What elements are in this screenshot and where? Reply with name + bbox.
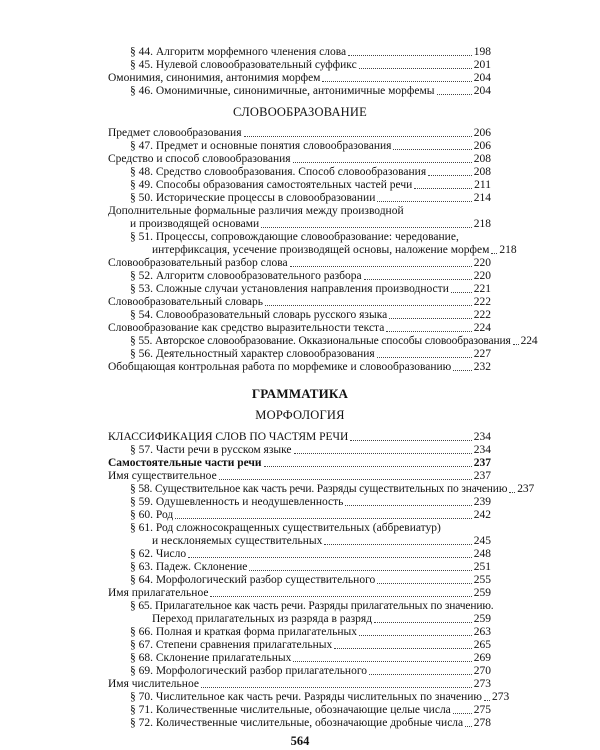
toc-entry-title: § 52. Алгоритм словообразовательного разбора bbox=[130, 270, 362, 282]
toc-line bbox=[0, 496, 600, 509]
toc-entry bbox=[152, 613, 491, 626]
toc-entry bbox=[108, 257, 491, 270]
toc-entry bbox=[130, 561, 491, 574]
toc-entry bbox=[130, 652, 491, 665]
dot-leader bbox=[437, 92, 472, 95]
toc-line bbox=[0, 231, 600, 244]
toc-entry bbox=[130, 218, 491, 231]
toc-entry-title: интерфиксация, усечение производящей основы, наложение морфем bbox=[152, 244, 490, 256]
toc-entry-title: § 69. Морфологический разбор прилагательного bbox=[130, 665, 368, 677]
dot-leader bbox=[345, 503, 471, 506]
toc-page-number: 265 bbox=[473, 639, 491, 651]
toc-entry bbox=[130, 548, 491, 561]
dot-leader bbox=[484, 698, 490, 701]
dot-leader bbox=[428, 173, 472, 176]
dot-leader bbox=[244, 134, 472, 137]
toc-entry-title: § 60. Род bbox=[130, 509, 174, 521]
dot-leader bbox=[350, 438, 471, 441]
toc-page-number: 278 bbox=[473, 717, 491, 729]
toc-entry-title: § 55. Авторское словообразование. Окказиональные способы словообразования bbox=[130, 335, 511, 347]
toc-entry bbox=[130, 283, 491, 296]
toc-entry bbox=[130, 192, 491, 205]
toc-line bbox=[0, 457, 600, 470]
toc-entry bbox=[108, 127, 491, 140]
toc-line bbox=[0, 509, 600, 522]
dot-leader bbox=[453, 711, 472, 714]
toc-entry bbox=[130, 691, 510, 704]
dot-leader bbox=[249, 568, 471, 571]
toc-page-number: 218 bbox=[473, 218, 491, 230]
toc-entry bbox=[130, 639, 491, 652]
toc-line bbox=[0, 348, 600, 361]
toc-page-number: 211 bbox=[474, 179, 491, 191]
toc-line bbox=[0, 483, 600, 496]
toc-line bbox=[0, 535, 600, 548]
toc-line bbox=[0, 691, 600, 704]
toc-page-number: 237 bbox=[473, 470, 491, 482]
toc-entry bbox=[130, 509, 491, 522]
dot-leader bbox=[175, 516, 471, 519]
toc-entry bbox=[108, 457, 491, 470]
toc-line bbox=[0, 574, 600, 587]
toc-entry bbox=[108, 322, 491, 335]
toc-entry-title: Словообразование как средство выразительности текста bbox=[108, 322, 385, 334]
dot-leader bbox=[513, 342, 519, 345]
toc-line bbox=[0, 652, 600, 665]
toc-page-number: 206 bbox=[473, 127, 491, 139]
toc-entry-title: § 49. Способы образования самостоятельных частей речи bbox=[130, 179, 413, 191]
toc-entry-title: § 53. Сложные случаи установления направления производности bbox=[130, 283, 449, 295]
toc-entry bbox=[130, 140, 491, 153]
toc-page-number: 208 bbox=[473, 166, 491, 178]
dot-leader bbox=[359, 66, 472, 69]
toc-entry-title: § 56. Деятельностный характер словообразования bbox=[130, 348, 375, 360]
toc-entry bbox=[130, 179, 491, 192]
toc-entry-title: § 54. Словообразовательный словарь русского языка bbox=[130, 309, 388, 321]
toc-entry-title: Дополнительные формальные различия между производной bbox=[108, 205, 404, 217]
toc-line bbox=[0, 322, 600, 335]
toc-page-number: 224 bbox=[520, 335, 538, 347]
toc-entry bbox=[130, 335, 538, 348]
toc-line bbox=[0, 626, 600, 639]
toc-line bbox=[0, 72, 600, 85]
toc-entry-title: § 61. Род сложносокращенных существительных (аббревиатур) bbox=[130, 522, 441, 534]
toc-page-number: 273 bbox=[492, 691, 510, 703]
toc-page-number: 224 bbox=[473, 322, 491, 334]
toc-page-number: 222 bbox=[473, 296, 491, 308]
toc-page-number: 242 bbox=[473, 509, 491, 521]
dot-leader bbox=[294, 451, 472, 454]
toc-page-number: 206 bbox=[473, 140, 491, 152]
toc-entry-title: § 63. Падеж. Склонение bbox=[130, 561, 248, 573]
dot-leader bbox=[386, 329, 471, 332]
toc-line bbox=[0, 140, 600, 153]
toc-entry-title: Обобщающая контрольная работа по морфемике и словообразованию bbox=[108, 361, 452, 373]
toc-line bbox=[0, 257, 600, 270]
toc-page-number: 208 bbox=[473, 153, 491, 165]
toc-entry bbox=[152, 535, 491, 548]
toc-entry bbox=[130, 59, 491, 72]
toc-page-number: 263 bbox=[473, 626, 491, 638]
toc-line bbox=[0, 678, 600, 691]
toc-page-number: 220 bbox=[473, 270, 491, 282]
dot-leader bbox=[414, 186, 472, 189]
toc-entry bbox=[108, 587, 491, 600]
toc-line bbox=[0, 85, 600, 98]
toc-page-number: 237 bbox=[473, 457, 491, 469]
toc-page-number: 273 bbox=[473, 678, 491, 690]
toc-entry bbox=[152, 244, 517, 257]
toc-entry-title: § 68. Склонение прилагательных bbox=[130, 652, 292, 664]
toc-entry-title: Средство и способ словообразования bbox=[108, 153, 291, 165]
toc-entry bbox=[130, 85, 491, 98]
toc-entry-title: Словообразовательный словарь bbox=[108, 296, 264, 308]
toc-entry bbox=[108, 678, 491, 691]
toc-page-number: 259 bbox=[473, 613, 491, 625]
dot-leader bbox=[219, 477, 472, 480]
dot-leader bbox=[261, 225, 472, 228]
toc-line bbox=[0, 717, 600, 730]
toc-entry-title: КЛАССИФИКАЦИЯ СЛОВ ПО ЧАСТЯМ РЕЧИ bbox=[108, 431, 349, 443]
toc-page-number: 270 bbox=[473, 665, 491, 677]
toc-entry-title: § 50. Исторические процессы в словообразовании bbox=[130, 192, 376, 204]
toc-line bbox=[0, 166, 600, 179]
toc-page-number: 222 bbox=[473, 309, 491, 321]
toc-page-number: 275 bbox=[473, 704, 491, 716]
toc-entry bbox=[130, 574, 491, 587]
toc-entry bbox=[108, 431, 491, 444]
toc-entry bbox=[130, 444, 491, 457]
toc-entry-title: § 46. Омонимичные, синонимичные, антонимичные морфемы bbox=[130, 85, 435, 97]
toc-line bbox=[0, 179, 600, 192]
page-number: 564 bbox=[290, 734, 310, 748]
toc-page-number: 232 bbox=[473, 361, 491, 373]
toc-entry-title: § 48. Средство словообразования. Способ словообразования bbox=[130, 166, 427, 178]
toc-entry bbox=[130, 704, 491, 717]
toc-page-number: 198 bbox=[473, 46, 491, 58]
toc-entry bbox=[130, 348, 491, 361]
toc-entry-title: и несклоняемых существительных bbox=[152, 535, 323, 547]
toc-entry-title: Словообразовательный разбор слова bbox=[108, 257, 288, 269]
toc-entry-title: § 58. Существительное как часть речи. Разряды существительных по значению bbox=[130, 483, 508, 495]
dot-leader bbox=[322, 79, 471, 82]
dot-leader bbox=[290, 264, 472, 267]
dot-leader bbox=[201, 685, 472, 688]
dot-leader bbox=[293, 160, 472, 163]
dot-leader bbox=[389, 316, 472, 319]
toc-line bbox=[0, 244, 600, 257]
toc-page-number: 234 bbox=[473, 431, 491, 443]
toc-line bbox=[0, 600, 600, 613]
dot-leader bbox=[369, 672, 472, 675]
toc-entry bbox=[130, 309, 491, 322]
toc-line bbox=[0, 704, 600, 717]
section-heading-grammatika: ГРАММАТИКА bbox=[251, 386, 349, 401]
toc-page-number: 269 bbox=[473, 652, 491, 664]
toc-line bbox=[0, 444, 600, 457]
dot-leader bbox=[359, 633, 472, 636]
toc-page-number: 234 bbox=[473, 444, 491, 456]
toc-entry bbox=[130, 483, 535, 496]
toc-page-number: 251 bbox=[473, 561, 491, 573]
toc-entry-title: § 65. Прилагательное как часть речи. Разряды прилагательных по значению. bbox=[130, 600, 494, 612]
toc-entry-title: § 71. Количественные числительные, обозначающие целые числа bbox=[130, 704, 451, 716]
toc-line bbox=[0, 283, 600, 296]
dot-leader bbox=[188, 555, 472, 558]
toc-line bbox=[0, 127, 600, 140]
toc-page-number: 255 bbox=[473, 574, 491, 586]
toc-entry-title: § 57. Части речи в русском языке bbox=[130, 444, 292, 456]
toc-entry bbox=[108, 361, 491, 374]
toc-entry bbox=[130, 717, 491, 730]
toc-entry bbox=[130, 166, 491, 179]
dot-leader bbox=[264, 464, 472, 467]
toc-page-number: 218 bbox=[499, 244, 517, 256]
toc-line bbox=[0, 59, 600, 72]
toc-line bbox=[0, 192, 600, 205]
toc-entry-title: Омонимия, синонимия, антонимия морфем bbox=[108, 72, 321, 84]
toc-line bbox=[0, 205, 600, 218]
toc-entry bbox=[130, 626, 491, 639]
toc-line bbox=[0, 270, 600, 283]
dot-leader bbox=[334, 646, 471, 649]
toc-entry-title: Имя прилагательное bbox=[108, 587, 209, 599]
dot-leader bbox=[374, 620, 472, 623]
toc-entry-title: Имя существительное bbox=[108, 470, 217, 482]
toc-page-number: 248 bbox=[473, 548, 491, 560]
toc-line bbox=[0, 46, 600, 59]
toc-entry-title: § 70. Числительное как часть речи. Разряды числительных по значению bbox=[130, 691, 483, 703]
toc-line bbox=[0, 296, 600, 309]
toc-entry-title: § 47. Предмет и основные понятия словообразования bbox=[130, 140, 392, 152]
dot-leader bbox=[377, 199, 471, 202]
toc-page-number: 220 bbox=[473, 257, 491, 269]
toc-line bbox=[0, 361, 600, 374]
toc-page-number: 204 bbox=[473, 72, 491, 84]
dot-leader bbox=[377, 355, 472, 358]
toc-line bbox=[0, 153, 600, 166]
dot-leader bbox=[348, 53, 472, 56]
dot-leader bbox=[377, 581, 471, 584]
toc-line bbox=[0, 218, 600, 231]
toc-entry-title: Самостоятельные части речи bbox=[108, 457, 262, 469]
toc-line bbox=[0, 470, 600, 483]
toc-entry-title: § 67. Степени сравнения прилагательных bbox=[130, 639, 333, 651]
toc-page-number: 221 bbox=[473, 283, 491, 295]
toc-entry-title: § 59. Одушевленность и неодушевленность bbox=[130, 496, 344, 508]
dot-leader bbox=[451, 290, 472, 293]
dot-leader bbox=[265, 303, 472, 306]
dot-leader bbox=[293, 659, 471, 662]
dot-leader bbox=[393, 147, 471, 150]
dot-leader bbox=[465, 724, 472, 727]
dot-leader bbox=[324, 542, 471, 545]
toc-line bbox=[0, 561, 600, 574]
toc-page-number: 239 bbox=[473, 496, 491, 508]
toc-entry-title: Предмет словообразования bbox=[108, 127, 242, 139]
dot-leader bbox=[453, 368, 472, 371]
toc-page-number: 245 bbox=[473, 535, 491, 547]
toc-entry-title: § 51. Процессы, сопровождающие словообразование: чередование, bbox=[130, 231, 459, 243]
toc-line bbox=[0, 665, 600, 678]
toc-line bbox=[0, 639, 600, 652]
toc-page-number: 259 bbox=[473, 587, 491, 599]
section-heading-morfologiya: МОРФОЛОГИЯ bbox=[255, 408, 345, 422]
toc-page-number: 237 bbox=[517, 483, 535, 495]
toc-entry bbox=[108, 153, 491, 166]
toc-line bbox=[0, 522, 600, 535]
dot-leader bbox=[509, 490, 515, 493]
toc-line bbox=[0, 613, 600, 626]
toc-entry-title: § 62. Число bbox=[130, 548, 187, 560]
toc-entry bbox=[130, 46, 491, 59]
toc-entry bbox=[108, 470, 491, 483]
section-heading-slovoobrazovanie: СЛОВООБРАЗОВАНИЕ bbox=[233, 105, 367, 119]
toc-page-number: 201 bbox=[473, 59, 491, 71]
toc-entry bbox=[108, 72, 491, 85]
toc-entry bbox=[130, 496, 491, 509]
toc-entry-title: § 72. Количественные числительные, обозначающие дробные числа bbox=[130, 717, 464, 729]
dot-leader bbox=[210, 594, 471, 597]
toc-entry bbox=[130, 665, 491, 678]
toc-entry-title: § 64. Морфологический разбор существительного bbox=[130, 574, 376, 586]
toc-entry-title: § 45. Нулевой словообразовательный суффикс bbox=[130, 59, 357, 71]
toc-line bbox=[0, 335, 600, 348]
toc-entry-title: § 66. Полная и краткая форма прилагательных bbox=[130, 626, 357, 638]
toc-entry-title: § 44. Алгоритм морфемного членения слова bbox=[130, 46, 347, 58]
dot-leader bbox=[491, 251, 497, 254]
toc-entry bbox=[108, 296, 491, 309]
toc-page-number: 227 bbox=[473, 348, 491, 360]
toc-page-number: 204 bbox=[473, 85, 491, 97]
toc-line bbox=[0, 548, 600, 561]
toc-entry-title: Переход прилагательных из разряда в разряд bbox=[152, 613, 373, 625]
toc-line bbox=[0, 587, 600, 600]
toc-line bbox=[0, 431, 600, 444]
toc-entry-title: Имя числительное bbox=[108, 678, 199, 690]
toc-line bbox=[0, 309, 600, 322]
toc-entry bbox=[130, 270, 491, 283]
toc-page-number: 214 bbox=[473, 192, 491, 204]
dot-leader bbox=[364, 277, 472, 280]
toc-entry-title: и производящей основами bbox=[130, 218, 260, 230]
